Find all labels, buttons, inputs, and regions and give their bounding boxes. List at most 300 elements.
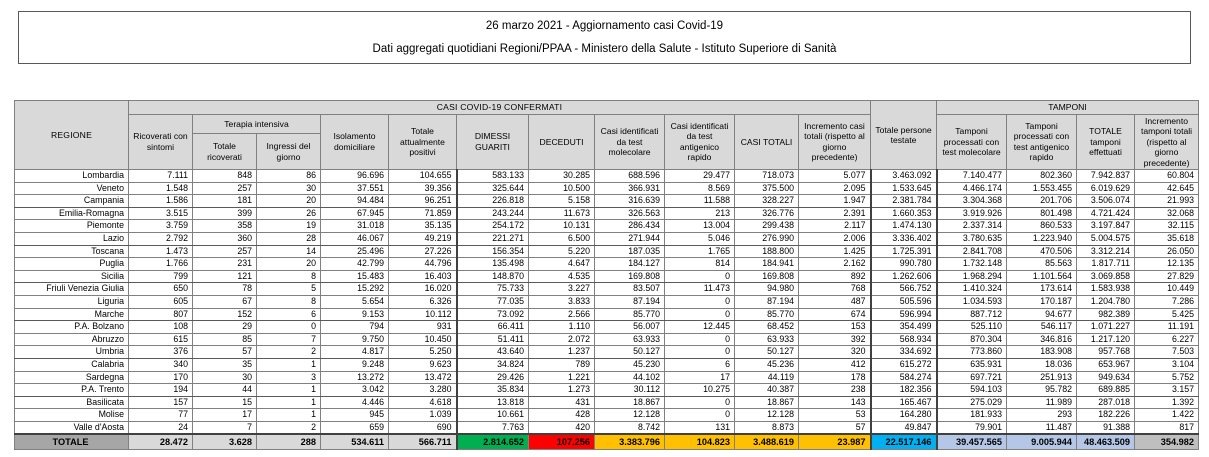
cell-incremento-casi: 768 (799, 283, 871, 296)
cell-isolamento-domiciliare: 9.248 (321, 358, 389, 371)
cell-isolamento-domiciliare: 4.446 (321, 396, 389, 409)
table-row (15, 358, 1199, 371)
cell-totale-attualmente-positivi: 690 (389, 421, 457, 434)
cell-casi-test-molecolare: 45.230 (595, 358, 665, 371)
cell-tamponi-molecolare: 525.110 (937, 321, 1007, 334)
cell-deceduti: 5.220 (529, 245, 595, 258)
cell-tamponi-molecolare: 79.901 (937, 421, 1007, 434)
cell-incremento-casi: 674 (799, 308, 871, 321)
table-row (15, 333, 1199, 346)
cell-incremento-casi: 1.947 (799, 195, 871, 208)
cell-casi-test-molecolare: 169.808 (595, 270, 665, 283)
cell-ricoverati-sintomi: 2.792 (129, 232, 193, 245)
cell-totale-attualmente-positivi: 3.280 (389, 384, 457, 397)
column-header-tamponi-antigenico: Tamponi processati con test antigenico rapido (1007, 114, 1077, 170)
cell-tamponi-molecolare: 1.410.324 (937, 283, 1007, 296)
cell-tamponi-antigenico: 801.498 (1007, 207, 1077, 220)
cell-region-name: Lombardia (15, 170, 129, 183)
cell-ti-totale-ricoverati: 17 (193, 409, 257, 422)
cell-casi-totali: 45.236 (735, 358, 799, 371)
cell-totale-attualmente-positivi: 49.219 (389, 232, 457, 245)
cell-tamponi-antigenico: 173.614 (1007, 283, 1077, 296)
cell-casi-totali: 8.873 (735, 421, 799, 434)
cell-totale-tamponi: 949.634 (1077, 371, 1135, 384)
cell-totale-tamponi: 287.018 (1077, 396, 1135, 409)
cell-dimessi-guariti: 325.644 (457, 182, 529, 195)
cell-ti-ingressi-giorno: 8 (257, 270, 321, 283)
cell-ricoverati-sintomi: 376 (129, 346, 193, 359)
cell-incremento-tamponi: 5.752 (1135, 371, 1199, 384)
cell-casi-totali: 18.867 (735, 396, 799, 409)
cell-isolamento-domiciliare: 31.018 (321, 220, 389, 233)
cell-isolamento-domiciliare: 67.945 (321, 207, 389, 220)
cell-incremento-tamponi: 26.050 (1135, 245, 1199, 258)
cell-incremento-casi: 2.162 (799, 258, 871, 271)
cell-totale-persone-testate: 49.847 (871, 421, 937, 434)
cell-casi-test-molecolare: 83.507 (595, 283, 665, 296)
cell-region-name: Basilicata (15, 396, 129, 409)
cell-casi-test-molecolare: 18.867 (595, 396, 665, 409)
cell-casi-totali: 169.808 (735, 270, 799, 283)
cell-deceduti: 2.072 (529, 333, 595, 346)
cell-ti-totale-ricoverati: 78 (193, 283, 257, 296)
cell-region-name: Friuli Venezia Giulia (15, 283, 129, 296)
cell-ti-totale-ricoverati: 360 (193, 232, 257, 245)
cell-totale-tamponi: 1.817.711 (1077, 258, 1135, 271)
cell-deceduti: 11.673 (529, 207, 595, 220)
cell-ti-totale-ricoverati: 181 (193, 195, 257, 208)
cell-ricoverati-sintomi: 7.111 (129, 170, 193, 183)
cell-totale-persone-testate: 990.780 (871, 258, 937, 271)
cell-isolamento-domiciliare: 9.750 (321, 333, 389, 346)
cell-totale-attualmente-positivi: 71.859 (389, 207, 457, 220)
cell-ricoverati-sintomi: 3.759 (129, 220, 193, 233)
cell-dimessi-guariti: 77.035 (457, 295, 529, 308)
cell-tamponi-molecolare: 275.029 (937, 396, 1007, 409)
cell-incremento-casi: 143 (799, 396, 871, 409)
cell-totale-tamponi: 3.069.858 (1077, 270, 1135, 283)
cell-ti-totale-ricoverati: 15 (193, 396, 257, 409)
cell-dimessi-guariti: 226.818 (457, 195, 529, 208)
cell-casi-totali: 328.227 (735, 195, 799, 208)
table-row (15, 371, 1199, 384)
cell-casi-test-antigenico: 0 (665, 295, 735, 308)
cell-region-name: Piemonte (15, 220, 129, 233)
cell-ti-totale-ricoverati: 85 (193, 333, 257, 346)
cell-totale-attualmente-positivi: 13.472 (389, 371, 457, 384)
cell-casi-test-molecolare: 688.596 (595, 170, 665, 183)
cell-deceduti: 4.535 (529, 270, 595, 283)
cell-totale-persone-testate: 615.272 (871, 358, 937, 371)
cell-incremento-casi: 487 (799, 295, 871, 308)
cell-isolamento-domiciliare: 13.272 (321, 371, 389, 384)
cell-tamponi-antigenico: 201.706 (1007, 195, 1077, 208)
cell-dimessi-guariti: 254.172 (457, 220, 529, 233)
cell-totale-attualmente-positivi: 931 (389, 321, 457, 334)
cell-tamponi-molecolare: 635.931 (937, 358, 1007, 371)
cell-totale-persone-testate: 334.692 (871, 346, 937, 359)
cell-dimessi-guariti: 34.824 (457, 358, 529, 371)
table-row (15, 295, 1199, 308)
cell-total-ti-ingressi-giorno: 288 (257, 434, 321, 450)
cell-totale-tamponi: 1.583.938 (1077, 283, 1135, 296)
cell-total-isolamento-domiciliare: 534.611 (321, 434, 389, 450)
cell-totale-tamponi: 1.071.227 (1077, 321, 1135, 334)
cell-tamponi-antigenico: 546.117 (1007, 321, 1077, 334)
cell-ricoverati-sintomi: 340 (129, 358, 193, 371)
cell-isolamento-domiciliare: 4.817 (321, 346, 389, 359)
table-row (15, 170, 1199, 183)
column-header-ti-ingressi-giorno: Ingressi del giorno (257, 134, 321, 170)
cell-dimessi-guariti: 29.426 (457, 371, 529, 384)
cell-region-name: Sardegna (15, 371, 129, 384)
cell-isolamento-domiciliare: 94.484 (321, 195, 389, 208)
table-row (15, 207, 1199, 220)
cell-casi-totali: 12.128 (735, 409, 799, 422)
cell-casi-totali: 44.119 (735, 371, 799, 384)
title-banner (18, 11, 1191, 64)
cell-ricoverati-sintomi: 194 (129, 384, 193, 397)
cell-tamponi-molecolare: 3.304.368 (937, 195, 1007, 208)
column-header-casi-test-molecolare: Casi identificati da test molecolare (595, 114, 665, 170)
cell-casi-totali: 40.387 (735, 384, 799, 397)
cell-ricoverati-sintomi: 1.586 (129, 195, 193, 208)
cell-casi-totali: 276.990 (735, 232, 799, 245)
cell-casi-test-antigenico: 11.473 (665, 283, 735, 296)
cell-totale-attualmente-positivi: 6.326 (389, 295, 457, 308)
cell-casi-test-molecolare: 56.007 (595, 321, 665, 334)
cell-totale-attualmente-positivi: 5.250 (389, 346, 457, 359)
table-header (15, 101, 1199, 170)
cell-casi-test-molecolare: 184.127 (595, 258, 665, 271)
cell-region-name: Umbria (15, 346, 129, 359)
table-row (15, 409, 1199, 422)
cell-region-name: Calabria (15, 358, 129, 371)
cell-totale-persone-testate: 354.499 (871, 321, 937, 334)
cell-totale-persone-testate: 2.381.784 (871, 195, 937, 208)
cell-region-name: Marche (15, 308, 129, 321)
cell-tamponi-antigenico: 11.487 (1007, 421, 1077, 434)
cell-ti-totale-ricoverati: 121 (193, 270, 257, 283)
cell-total-incremento-tamponi: 354.982 (1135, 434, 1199, 450)
cell-totale-tamponi: 3.312.214 (1077, 245, 1135, 258)
cell-totale-tamponi: 4.721.424 (1077, 207, 1135, 220)
cell-casi-test-molecolare: 63.933 (595, 333, 665, 346)
cell-region-name: P.A. Trento (15, 384, 129, 397)
cell-casi-test-antigenico: 11.588 (665, 195, 735, 208)
cell-incremento-casi: 238 (799, 384, 871, 397)
cell-casi-totali: 50.127 (735, 346, 799, 359)
cell-casi-test-antigenico: 6 (665, 358, 735, 371)
cell-totale-persone-testate: 584.274 (871, 371, 937, 384)
cell-ti-totale-ricoverati: 57 (193, 346, 257, 359)
cell-tamponi-antigenico: 293 (1007, 409, 1077, 422)
cell-totale-persone-testate: 1.533.645 (871, 182, 937, 195)
cell-incremento-tamponi: 6.227 (1135, 333, 1199, 346)
cell-incremento-casi: 320 (799, 346, 871, 359)
cell-totale-attualmente-positivi: 1.039 (389, 409, 457, 422)
cell-totale-tamponi: 3.197.847 (1077, 220, 1135, 233)
cell-ti-totale-ricoverati: 44 (193, 384, 257, 397)
cell-ti-totale-ricoverati: 30 (193, 371, 257, 384)
cell-total-deceduti: 107.256 (529, 434, 595, 450)
cell-totale-tamponi: 91.388 (1077, 421, 1135, 434)
group-header-casi-confermati: CASI COVID-19 CONFERMATI (129, 101, 871, 115)
cell-isolamento-domiciliare: 15.292 (321, 283, 389, 296)
cell-incremento-tamponi: 10.449 (1135, 283, 1199, 296)
cell-ti-ingressi-giorno: 1 (257, 396, 321, 409)
cell-ricoverati-sintomi: 3.515 (129, 207, 193, 220)
cell-totale-attualmente-positivi: 104.655 (389, 170, 457, 183)
cell-totale-persone-testate: 1.725.391 (871, 245, 937, 258)
cell-total-tamponi-molecolare: 39.457.565 (937, 434, 1007, 450)
cell-deceduti: 6.500 (529, 232, 595, 245)
cell-deceduti: 1.221 (529, 371, 595, 384)
cell-casi-test-antigenico: 0 (665, 409, 735, 422)
table-row (15, 270, 1199, 283)
covid-data-table (14, 100, 1199, 450)
cell-incremento-casi: 1.425 (799, 245, 871, 258)
cell-ti-totale-ricoverati: 848 (193, 170, 257, 183)
cell-casi-test-antigenico: 0 (665, 270, 735, 283)
cell-totale-tamponi: 3.506.074 (1077, 195, 1135, 208)
cell-deceduti: 3.227 (529, 283, 595, 296)
cell-dimessi-guariti: 10.661 (457, 409, 529, 422)
cell-ti-ingressi-giorno: 26 (257, 207, 321, 220)
cell-incremento-tamponi: 1.392 (1135, 396, 1199, 409)
cell-casi-totali: 68.452 (735, 321, 799, 334)
cell-totale-persone-testate: 182.356 (871, 384, 937, 397)
cell-total-casi-totali: 3.488.619 (735, 434, 799, 450)
cell-dimessi-guariti: 156.354 (457, 245, 529, 258)
cell-casi-test-molecolare: 85.770 (595, 308, 665, 321)
cell-total-casi-test-molecolare: 3.383.796 (595, 434, 665, 450)
cell-total-tamponi-antigenico: 9.005.944 (1007, 434, 1077, 450)
cell-dimessi-guariti: 135.498 (457, 258, 529, 271)
cell-isolamento-domiciliare: 42.799 (321, 258, 389, 271)
cell-tamponi-molecolare: 870.304 (937, 333, 1007, 346)
table-row (15, 245, 1199, 258)
cell-deceduti: 1.237 (529, 346, 595, 359)
cell-casi-test-molecolare: 286.434 (595, 220, 665, 233)
cell-tamponi-antigenico: 1.101.564 (1007, 270, 1077, 283)
column-header-deceduti: DECEDUTI (529, 114, 595, 170)
cell-incremento-casi: 178 (799, 371, 871, 384)
cell-casi-test-molecolare: 50.127 (595, 346, 665, 359)
cell-tamponi-antigenico: 1.223.940 (1007, 232, 1077, 245)
cell-casi-totali: 299.438 (735, 220, 799, 233)
cell-tamponi-molecolare: 1.968.294 (937, 270, 1007, 283)
cell-totale-persone-testate: 165.467 (871, 396, 937, 409)
cell-deceduti: 2.566 (529, 308, 595, 321)
cell-dimessi-guariti: 73.092 (457, 308, 529, 321)
cell-totale-persone-testate: 3.336.402 (871, 232, 937, 245)
cell-casi-test-antigenico: 213 (665, 207, 735, 220)
cell-casi-test-antigenico: 10.275 (665, 384, 735, 397)
cell-incremento-tamponi: 27.829 (1135, 270, 1199, 283)
cell-dimessi-guariti: 51.411 (457, 333, 529, 346)
column-header-dimessi-guariti: DIMESSI GUARITI (457, 114, 529, 170)
cell-isolamento-domiciliare: 5.654 (321, 295, 389, 308)
cell-tamponi-antigenico: 860.533 (1007, 220, 1077, 233)
cell-totale-persone-testate: 164.280 (871, 409, 937, 422)
cell-ti-totale-ricoverati: 152 (193, 308, 257, 321)
cell-casi-totali: 375.500 (735, 182, 799, 195)
cell-ti-ingressi-giorno: 0 (257, 321, 321, 334)
cell-total-totale-persone-testate: 22.517.146 (871, 434, 937, 450)
cell-region-name: Veneto (15, 182, 129, 195)
cell-totale-persone-testate: 505.596 (871, 295, 937, 308)
cell-incremento-tamponi: 32.068 (1135, 207, 1199, 220)
cell-incremento-casi: 2.095 (799, 182, 871, 195)
cell-deceduti: 420 (529, 421, 595, 434)
column-header-incremento-tamponi: Incremento tamponi totali (rispetto al giorno precedente) (1135, 114, 1199, 170)
cell-totale-attualmente-positivi: 35.135 (389, 220, 457, 233)
cell-ti-totale-ricoverati: 358 (193, 220, 257, 233)
cell-incremento-casi: 57 (799, 421, 871, 434)
group-header-tamponi: TAMPONI (937, 101, 1199, 115)
cell-ti-totale-ricoverati: 231 (193, 258, 257, 271)
cell-region-name: Abruzzo (15, 333, 129, 346)
cell-deceduti: 3.833 (529, 295, 595, 308)
cell-deceduti: 1.110 (529, 321, 595, 334)
cell-ricoverati-sintomi: 650 (129, 283, 193, 296)
column-header-casi-test-antigenico: Casi identificati da test antigenico rapido (665, 114, 735, 170)
cell-total-casi-test-antigenico: 104.823 (665, 434, 735, 450)
cell-deceduti: 4.647 (529, 258, 595, 271)
cell-ti-ingressi-giorno: 19 (257, 220, 321, 233)
cell-casi-test-molecolare: 271.944 (595, 232, 665, 245)
cell-totale-tamponi: 982.389 (1077, 308, 1135, 321)
cell-totale-attualmente-positivi: 44.796 (389, 258, 457, 271)
cell-tamponi-molecolare: 594.103 (937, 384, 1007, 397)
cell-totale-persone-testate: 3.463.092 (871, 170, 937, 183)
cell-totale-attualmente-positivi: 10.112 (389, 308, 457, 321)
cell-totale-tamponi: 957.768 (1077, 346, 1135, 359)
covid-table-container (14, 100, 1198, 450)
cell-ti-totale-ricoverati: 257 (193, 182, 257, 195)
table-row (15, 220, 1199, 233)
cell-incremento-casi: 392 (799, 333, 871, 346)
cell-tamponi-antigenico: 11.989 (1007, 396, 1077, 409)
cell-deceduti: 30.285 (529, 170, 595, 183)
cell-ti-ingressi-giorno: 20 (257, 195, 321, 208)
table-total-row (15, 434, 1199, 450)
cell-casi-test-molecolare: 12.128 (595, 409, 665, 422)
cell-casi-test-molecolare: 187.035 (595, 245, 665, 258)
column-header-totale-tamponi: TOTALE tamponi effettuati (1077, 114, 1135, 170)
cell-ti-ingressi-giorno: 2 (257, 346, 321, 359)
cell-ricoverati-sintomi: 615 (129, 333, 193, 346)
cell-total-ti-totale-ricoverati: 3.628 (193, 434, 257, 450)
cell-casi-test-molecolare: 8.742 (595, 421, 665, 434)
cell-region-name: Molise (15, 409, 129, 422)
cell-totale-persone-testate: 566.752 (871, 283, 937, 296)
cell-incremento-casi: 5.077 (799, 170, 871, 183)
column-header-isolamento-domiciliare: Isolamento domiciliare (321, 114, 389, 170)
table-row (15, 421, 1199, 434)
cell-incremento-casi: 2.391 (799, 207, 871, 220)
cell-region-name: Puglia (15, 258, 129, 271)
cell-dimessi-guariti: 66.411 (457, 321, 529, 334)
table-row (15, 308, 1199, 321)
cell-totale-attualmente-positivi: 96.251 (389, 195, 457, 208)
cell-ti-ingressi-giorno: 8 (257, 295, 321, 308)
cell-ricoverati-sintomi: 605 (129, 295, 193, 308)
cell-total-dimessi-guariti: 2.814.652 (457, 434, 529, 450)
cell-isolamento-domiciliare: 15.483 (321, 270, 389, 283)
cell-casi-test-antigenico: 8.569 (665, 182, 735, 195)
cell-incremento-casi: 892 (799, 270, 871, 283)
cell-ti-ingressi-giorno: 6 (257, 308, 321, 321)
table-row (15, 195, 1199, 208)
header-row-groups (15, 101, 1199, 115)
cell-casi-test-antigenico: 12.445 (665, 321, 735, 334)
cell-casi-test-antigenico: 131 (665, 421, 735, 434)
cell-total-incremento-casi: 23.987 (799, 434, 871, 450)
cell-totale-tamponi: 7.942.837 (1077, 170, 1135, 183)
cell-incremento-casi: 2.117 (799, 220, 871, 233)
cell-totale-tamponi: 6.019.629 (1077, 182, 1135, 195)
cell-totale-tamponi: 1.204.780 (1077, 295, 1135, 308)
cell-ti-totale-ricoverati: 399 (193, 207, 257, 220)
cell-tamponi-molecolare: 2.337.314 (937, 220, 1007, 233)
cell-region-name: Valle d'Aosta (15, 421, 129, 434)
cell-incremento-tamponi: 11.191 (1135, 321, 1199, 334)
table-row (15, 182, 1199, 195)
cell-incremento-tamponi: 32.115 (1135, 220, 1199, 233)
cell-casi-test-antigenico: 17 (665, 371, 735, 384)
cell-incremento-tamponi: 12.135 (1135, 258, 1199, 271)
cell-incremento-tamponi: 3.157 (1135, 384, 1199, 397)
cell-ti-totale-ricoverati: 257 (193, 245, 257, 258)
cell-ricoverati-sintomi: 77 (129, 409, 193, 422)
cell-totale-tamponi: 689.885 (1077, 384, 1135, 397)
cell-isolamento-domiciliare: 9.153 (321, 308, 389, 321)
cell-ricoverati-sintomi: 108 (129, 321, 193, 334)
cell-totale-persone-testate: 596.994 (871, 308, 937, 321)
cell-totale-attualmente-positivi: 39.356 (389, 182, 457, 195)
cell-incremento-casi: 2.006 (799, 232, 871, 245)
column-header-regione: REGIONE (15, 101, 129, 170)
cell-totale-tamponi: 653.967 (1077, 358, 1135, 371)
cell-ricoverati-sintomi: 1.473 (129, 245, 193, 258)
cell-deceduti: 10.500 (529, 182, 595, 195)
cell-casi-test-antigenico: 1.765 (665, 245, 735, 258)
cell-total-ricoverati-sintomi: 28.472 (129, 434, 193, 450)
cell-casi-test-molecolare: 87.194 (595, 295, 665, 308)
cell-casi-test-antigenico: 0 (665, 346, 735, 359)
cell-casi-test-antigenico: 0 (665, 396, 735, 409)
cell-tamponi-antigenico: 94.677 (1007, 308, 1077, 321)
table-row (15, 283, 1199, 296)
cell-tamponi-molecolare: 3.919.926 (937, 207, 1007, 220)
table-row (15, 396, 1199, 409)
cell-incremento-tamponi: 42.645 (1135, 182, 1199, 195)
cell-isolamento-domiciliare: 659 (321, 421, 389, 434)
cell-region-name: Liguria (15, 295, 129, 308)
cell-totale-tamponi: 1.217.120 (1077, 333, 1135, 346)
cell-isolamento-domiciliare: 3.042 (321, 384, 389, 397)
cell-deceduti: 431 (529, 396, 595, 409)
cell-deceduti: 789 (529, 358, 595, 371)
cell-totale-tamponi: 182.226 (1077, 409, 1135, 422)
cell-incremento-tamponi: 7.503 (1135, 346, 1199, 359)
cell-casi-test-antigenico: 0 (665, 308, 735, 321)
cell-casi-test-molecolare: 366.931 (595, 182, 665, 195)
cell-casi-test-antigenico: 814 (665, 258, 735, 271)
cell-ti-ingressi-giorno: 30 (257, 182, 321, 195)
